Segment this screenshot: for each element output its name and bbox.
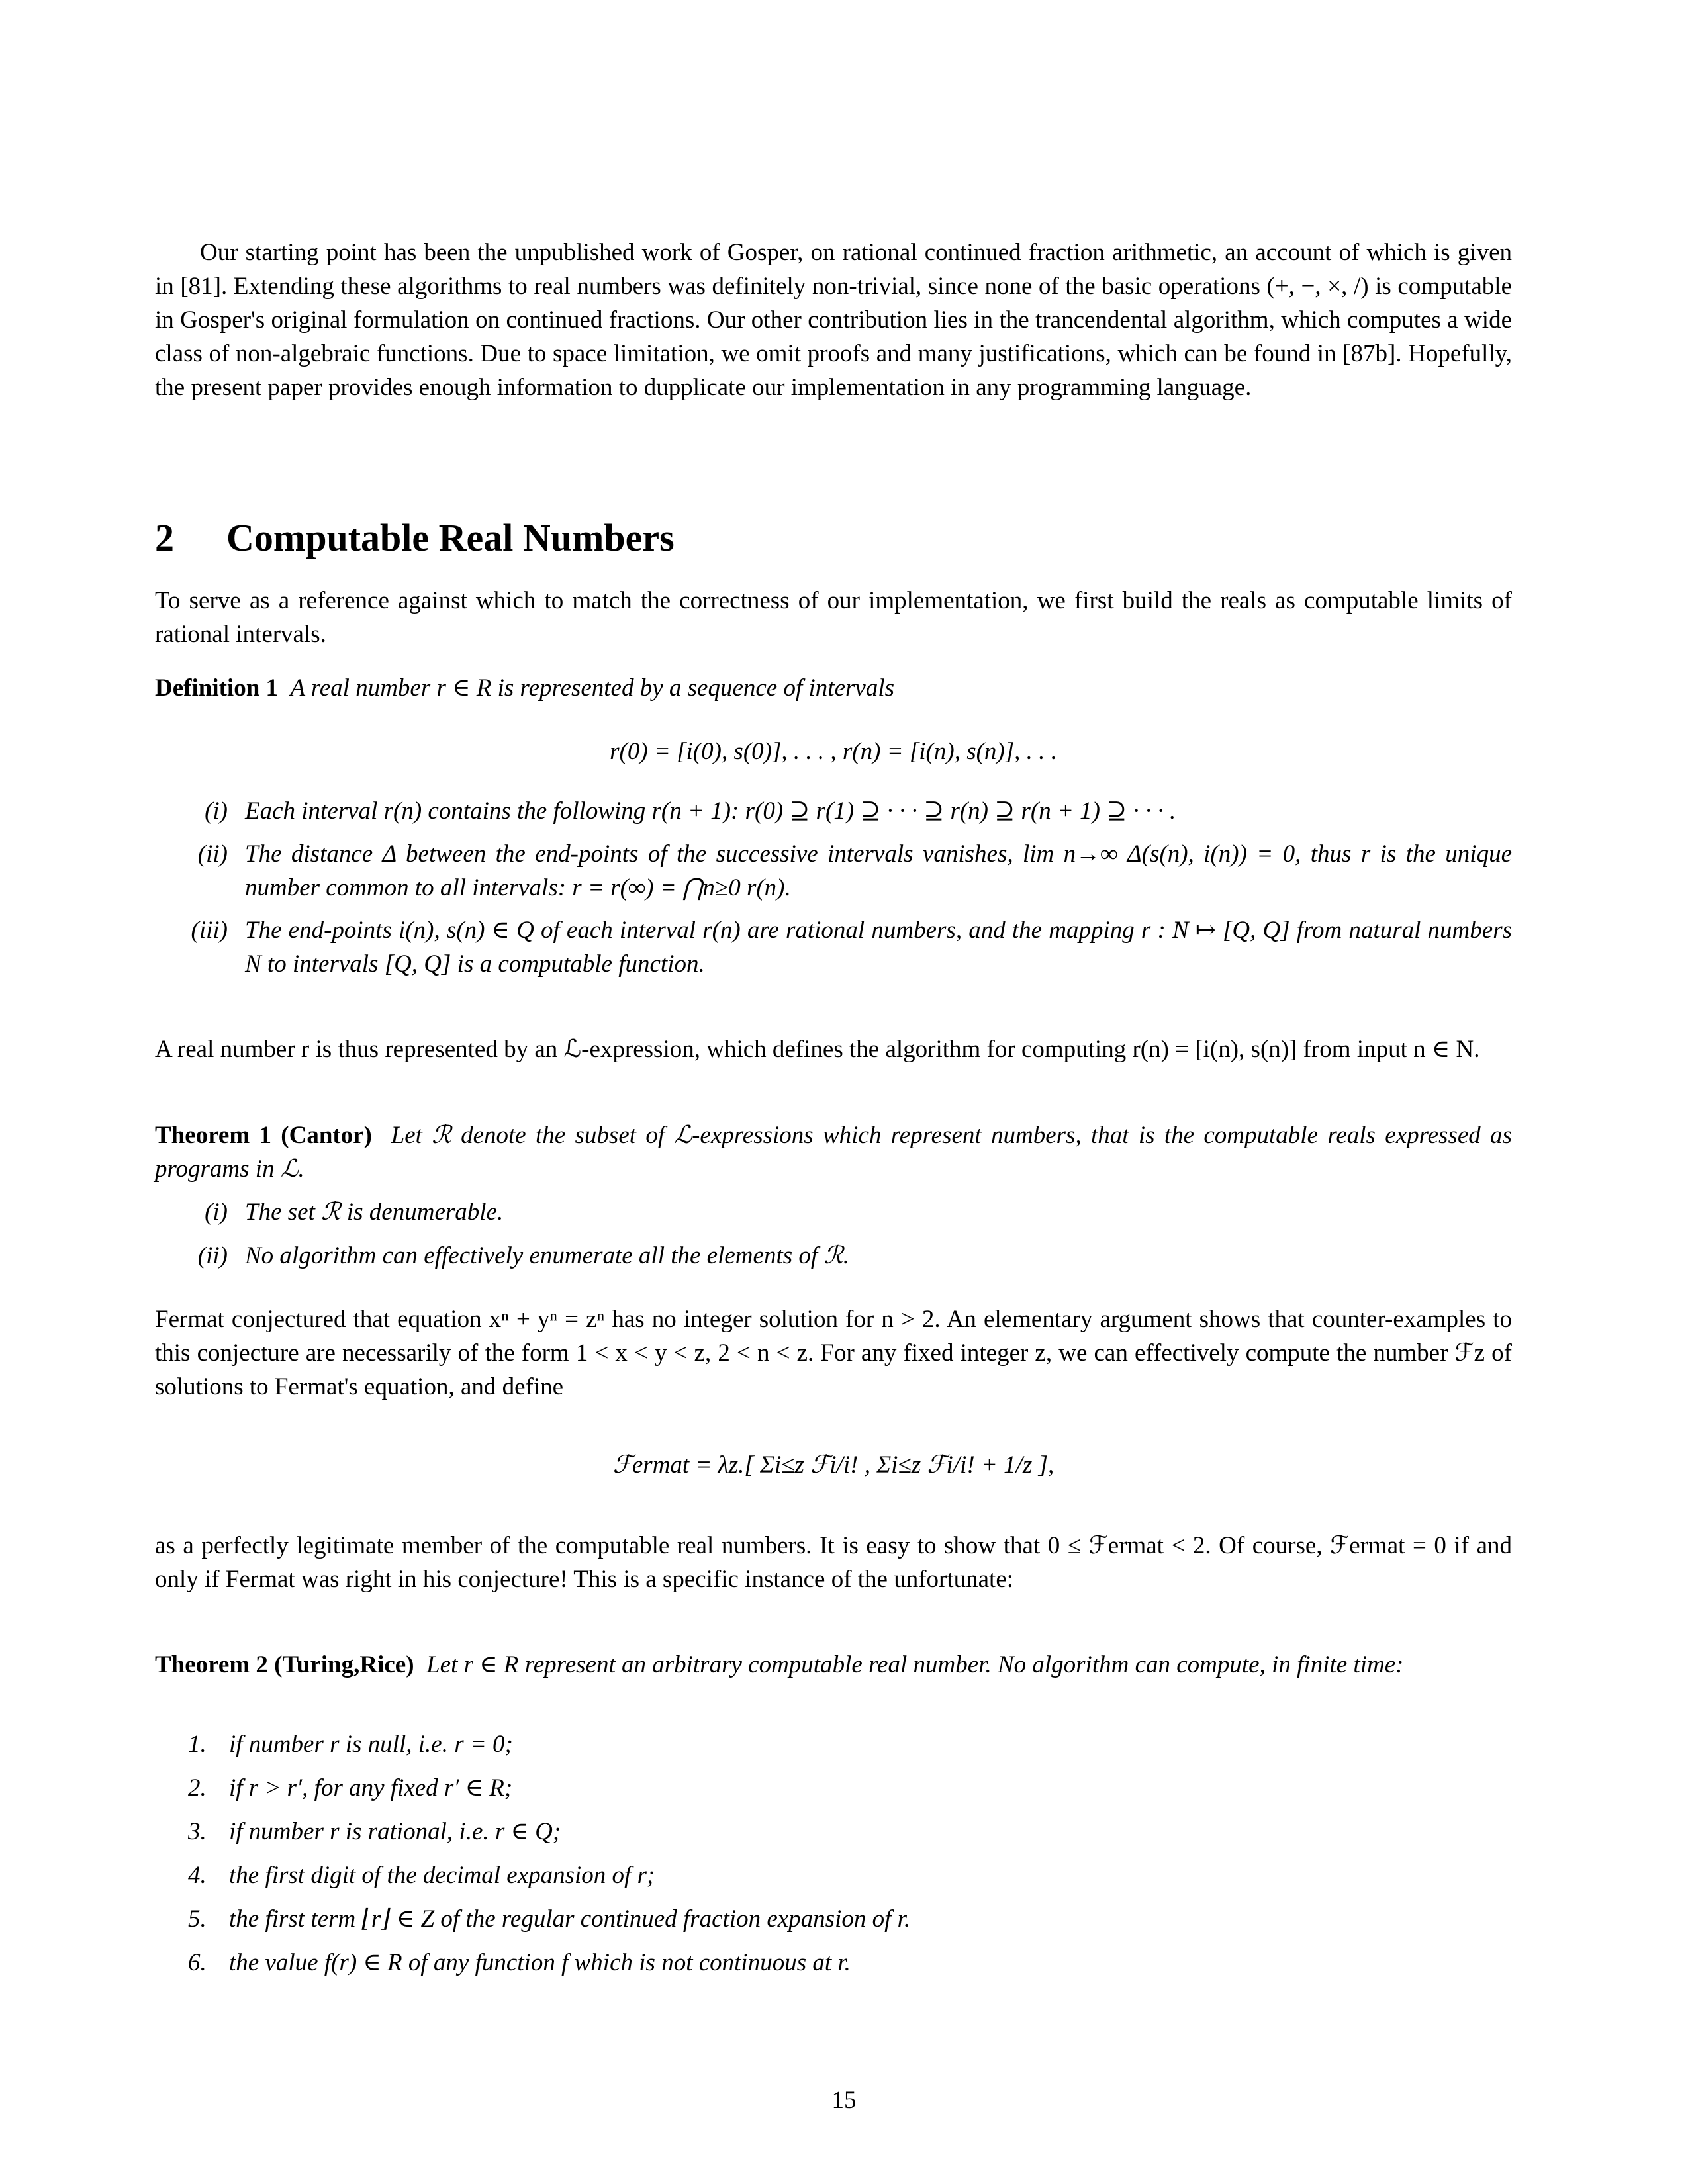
item-text: the first term ⌊r⌋ ∈ Z of the regular continued fraction expansion of r.: [229, 1905, 911, 1933]
item-text: if number r is null, i.e. r = 0;: [229, 1731, 513, 1758]
page-number: 15: [831, 2087, 857, 2114]
definition-1: [155, 671, 1512, 705]
item-text: The set ℛ is denumerable.: [245, 1199, 504, 1226]
section-heading: [155, 515, 675, 561]
item-label: 5.: [188, 1905, 207, 1933]
definition-1-text: A real number r ∈ R is represented by a sequence of intervals: [290, 674, 894, 702]
intro-paragraph: Our starting point has been the unpublished work of Gosper, on rational continued fraction arithmetic, an account of which is given in [81]. Extending these algorithms to real numbers was definitely non-trivial, since none of the basic operations (+, −, ×, /) is computable in Gosper's original formulation on continued fractions. Our other contribution lies in the trancendental algorithm, which computes a wide class of non-algebraic functions. Due to space limitation, we omit proofs and many justifications, which can be found in [87b]. Hopefully, the present paper provides enough information to dupplicate our implementation in any programming language.: [155, 239, 1512, 401]
theorem-1-head: Theorem 1 (Cantor): [155, 1122, 372, 1149]
item-text: The end-points i(n), s(n) ∈ Q of each interval r(n) are rational numbers, and the mapping r : N ↦ [Q, Q] from natural numbers N to intervals [Q, Q] is a computable function.: [245, 917, 1512, 978]
definition-1-equation: r(0) = [i(0), s(0)], . . . , r(n) = [i(n), s(n)], . . .: [610, 738, 1057, 765]
item-text: The distance Δ between the end-points of the successive intervals vanishes, lim n→∞ Δ(s(n), i(n)) = 0, thus r is the unique number common to all intervals: r = r(∞) = ⋂n≥0 r(n).: [245, 841, 1512, 901]
fermat-paragraph: Fermat conjectured that equation xⁿ + yⁿ = zⁿ has no integer solution for n > 2. An elementary argument shows that counter-examples to this conjecture are necessarily of the form 1 < x < y < z, 2 < n < z. For any fixed integer z, we can effectively compute the number ℱz of solutions to Fermat's equation, and define: [155, 1306, 1512, 1400]
theorem-1: [155, 1118, 1512, 1186]
item-label: 6.: [188, 1949, 207, 1976]
item-label: (i): [205, 797, 228, 825]
item-label: (iii): [191, 917, 228, 944]
item-label: (ii): [197, 1242, 228, 1269]
theorem-2: [155, 1648, 1512, 1682]
section-intro: To serve as a reference against which to match the correctness of our implementation, we first build the reals as computable limits of rational intervals.: [155, 587, 1512, 648]
item-label: (i): [205, 1199, 228, 1226]
item-text: if r > r′, for any fixed r′ ∈ R;: [229, 1774, 513, 1801]
item-label: 2.: [188, 1774, 207, 1801]
section-title: Computable Real Numbers: [226, 516, 675, 559]
item-label: 4.: [188, 1862, 207, 1889]
item-label: 1.: [188, 1731, 207, 1758]
theorem-2-head: Theorem 2 (Turing,Rice): [155, 1651, 414, 1678]
section-number: 2: [155, 516, 174, 559]
item-text: if number r is rational, i.e. r ∈ Q;: [229, 1818, 561, 1845]
item-label: 3.: [188, 1818, 207, 1845]
theorem-1-text: Let ℛ denote the subset of ℒ-expressions which represent numbers, that is the computable reals expressed as programs in ℒ.: [155, 1122, 1512, 1183]
fermat-after-paragraph: as a perfectly legitimate member of the computable real numbers. It is easy to show that 0 ≤ ℱermat < 2. Of course, ℱermat = 0 if and only if Fermat was right in his conjecture! This is a specific instance of the unfortunate:: [155, 1532, 1512, 1593]
item-text: Each interval r(n) contains the following r(n + 1): r(0) ⊇ r(1) ⊇ · · · ⊇ r(n) ⊇ r(n + 1) ⊇ · · · .: [245, 797, 1176, 825]
theorem-2-text: Let r ∈ R represent an arbitrary computable real number. No algorithm can compute, in finite time:: [426, 1651, 1404, 1678]
item-text: the value f(r) ∈ R of any function f which is not continuous at r.: [229, 1949, 851, 1976]
item-label: (ii): [197, 841, 228, 868]
definition-1-head: Definition 1: [155, 674, 279, 702]
fermat-equation: ℱermat = λz.[ Σi≤z ℱi/i! , Σi≤z ℱi/i! + 1/z ],: [612, 1451, 1055, 1479]
item-text: No algorithm can effectively enumerate all the elements of ℛ.: [245, 1242, 850, 1269]
item-text: the first digit of the decimal expansion of r;: [229, 1862, 655, 1889]
after-definition-paragraph: A real number r is thus represented by an ℒ-expression, which defines the algorithm for computing r(n) = [i(n), s(n)] from input n ∈ N.: [155, 1036, 1480, 1063]
